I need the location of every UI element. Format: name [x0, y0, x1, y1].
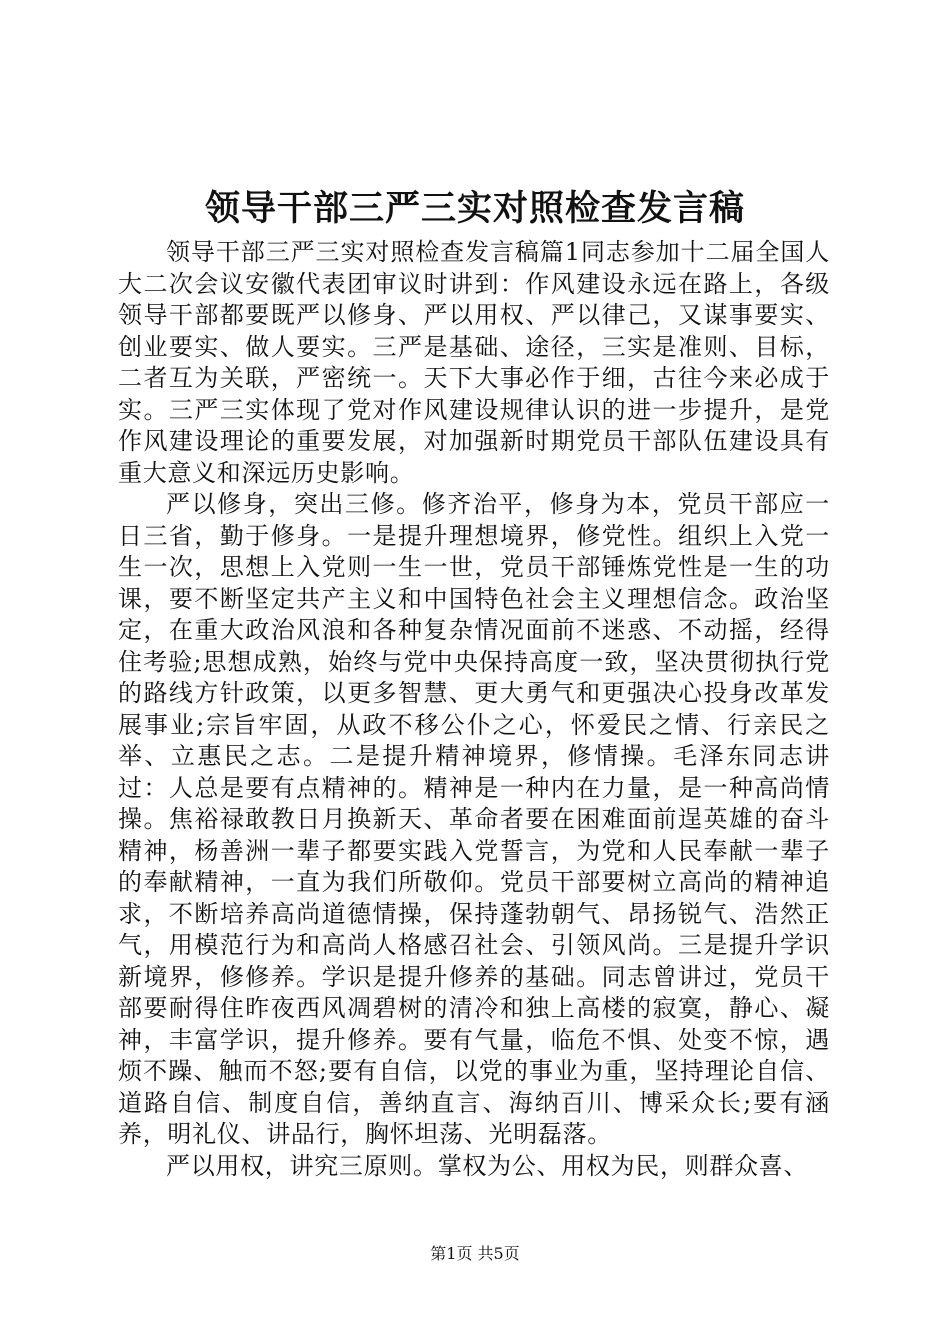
document-title: 领导干部三严三实对照检查发言稿	[204, 189, 745, 229]
paragraph-intro: 领导干部三严三实对照检查发言稿篇1同志参加十二届全国人大二次会议安徽代表团审议时讲到：作风建设永远在路上，各级领导干部都要既严以修身、严以用权、严以律己，又谋事要实、创业要实、做人要实。三严是基础、途径，三实是准则、目标，二者互为关联，严密统一。天下大事必作于细，古往今来必成于实。三严三实体现了党对作风建设规律认识的进一步提升，是党作风建设理论的重要发展，对加强新时期党员干部队伍建设具有重大意义和深远历史影响。	[118, 238, 830, 487]
paragraph-use-of-power: 严以用权，讲究三原则。掌权为公、用权为民，则群众喜、	[166, 1151, 809, 1180]
document-body	[118, 237, 830, 1182]
page-number-footer: 第1页 共5页	[430, 1244, 520, 1263]
paragraph-self-cultivation: 严以修身，突出三修。修齐治平，修身为本，党员干部应一日三省，勤于修身。一是提升理想境界，修党性。组织上入党一生一次，思想上入党则一生一世，党员干部锤炼党性是一生的功课，要不断坚定共产主义和中国特色社会主义理想信念。政治坚定，在重大政治风浪和各种复杂情况面前不迷惑、不动摇，经得住考验;思想成熟，始终与党中央保持高度一致，坚决贯彻执行党的路线方针政策，以更多智慧、更大勇气和更强决心投身改革发展事业;宗旨牢固，从政不移公仆之心，怀爱民之情、行亲民之举、立惠民之志。二是提升精神境界，修情操。毛泽东同志讲过：人总是要有点精神的。精神是一种内在力量，是一种高尚情操。焦裕禄敢教日月换新天、革命者要在困难面前逞英雄的奋斗精神，杨善洲一辈子都要实践入党誓言，为党和人民奉献一辈子的奉献精神，一直为我们所敬仰。党员干部要树立高尚的精神追求，不断培养高尚道德情操，保持蓬勃朝气、昂扬锐气、浩然正气，用模范行为和高尚人格感召社会、引领风尚。三是提升学识新境界，修修养。学识是提升修养的基础。同志曾讲过，党员干部要耐得住昨夜西风凋碧树的清冷和独上高楼的寂寞，静心、凝神，丰富学识，提升修养。要有气量，临危不惧、处变不惊，遇烦不躁、触而不怒;要有自信，以党的事业为重，坚持理论自信、道路自信、制度自信，善纳直言、海纳百川、博采众长;要有涵养，明礼仪、讲品行，胸怀坦荡、光明磊落。	[118, 490, 830, 1148]
